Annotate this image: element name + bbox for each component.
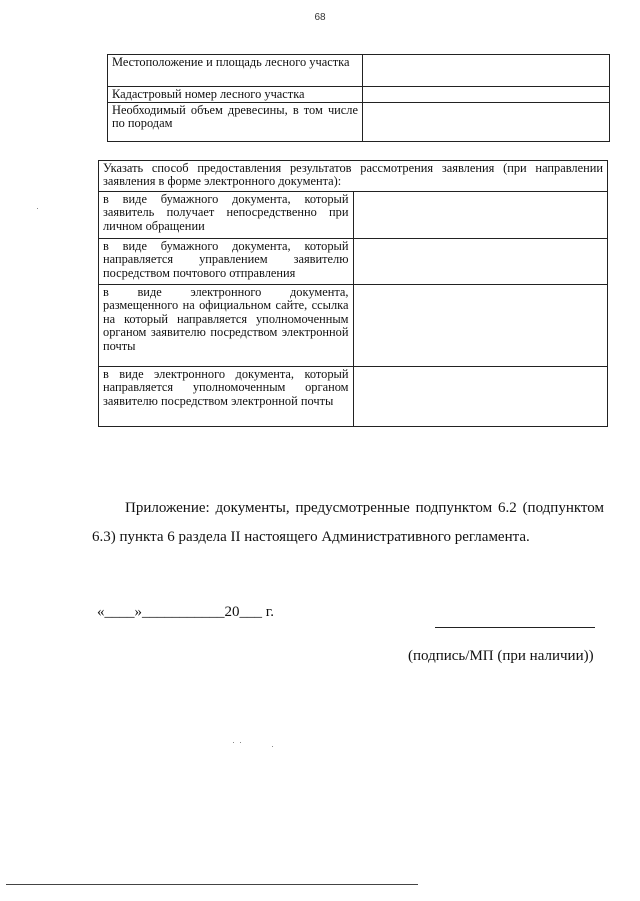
result-method-header: Указать способ предоставления результатов рассмотрения заявления (при направлении заявления в форме электронного документа):	[99, 161, 608, 192]
method-electronic-email-label: в виде электронного документа, который направляется уполномоченным органом заявителю посредством электронной почты	[99, 367, 354, 427]
method-paper-in-person-label: в виде бумажного документа, который заявитель получает непосредственно при личном обращении	[99, 192, 354, 239]
method-electronic-site-link-field[interactable]	[353, 285, 608, 367]
scan-speck	[233, 742, 234, 743]
table-row	[99, 239, 608, 285]
footer-divider	[6, 884, 418, 885]
result-method-table	[98, 160, 608, 427]
scan-speck	[37, 208, 38, 209]
wood-volume-label: Необходимый объем древесины, в том числе по породам	[108, 103, 363, 142]
cadastral-number-label: Кадастровый номер лесного участка	[108, 87, 363, 103]
land-location-field[interactable]	[363, 55, 610, 87]
signature-line[interactable]	[435, 627, 595, 628]
annex-paragraph: Приложение: документы, предусмотренные подпунктом 6.2 (подпунктом 6.3) пункта 6 раздела II настоящего Административного регламента.	[92, 500, 604, 545]
date-field[interactable]: «____»___________20___ г.	[97, 604, 274, 620]
scan-speck	[272, 746, 273, 747]
land-location-label: Местоположение и площадь лесного участка	[108, 55, 363, 87]
method-electronic-email-field[interactable]	[353, 367, 608, 427]
land-plot-table	[107, 54, 610, 142]
page-number: 68	[314, 12, 326, 23]
table-row	[108, 87, 610, 103]
signature-caption: (подпись/МП (при наличии))	[408, 648, 594, 664]
method-paper-in-person-field[interactable]	[353, 192, 608, 239]
table-header-row	[99, 161, 608, 192]
wood-volume-field[interactable]	[363, 103, 610, 142]
table-row	[108, 55, 610, 87]
method-paper-by-post-label: в виде бумажного документа, который направляется управлением заявителю посредством почтового отправления	[99, 239, 354, 285]
table-row	[99, 285, 608, 367]
method-paper-by-post-field[interactable]	[353, 239, 608, 285]
table-row	[108, 103, 610, 142]
method-electronic-site-link-label: в виде электронного документа, размещенного на официальном сайте, ссылка на который направляется уполномоченным органом заявителю посредством электронной почты	[99, 285, 354, 367]
table-row	[99, 192, 608, 239]
scan-speck	[240, 742, 241, 743]
cadastral-number-field[interactable]	[363, 87, 610, 103]
table-row	[99, 367, 608, 427]
